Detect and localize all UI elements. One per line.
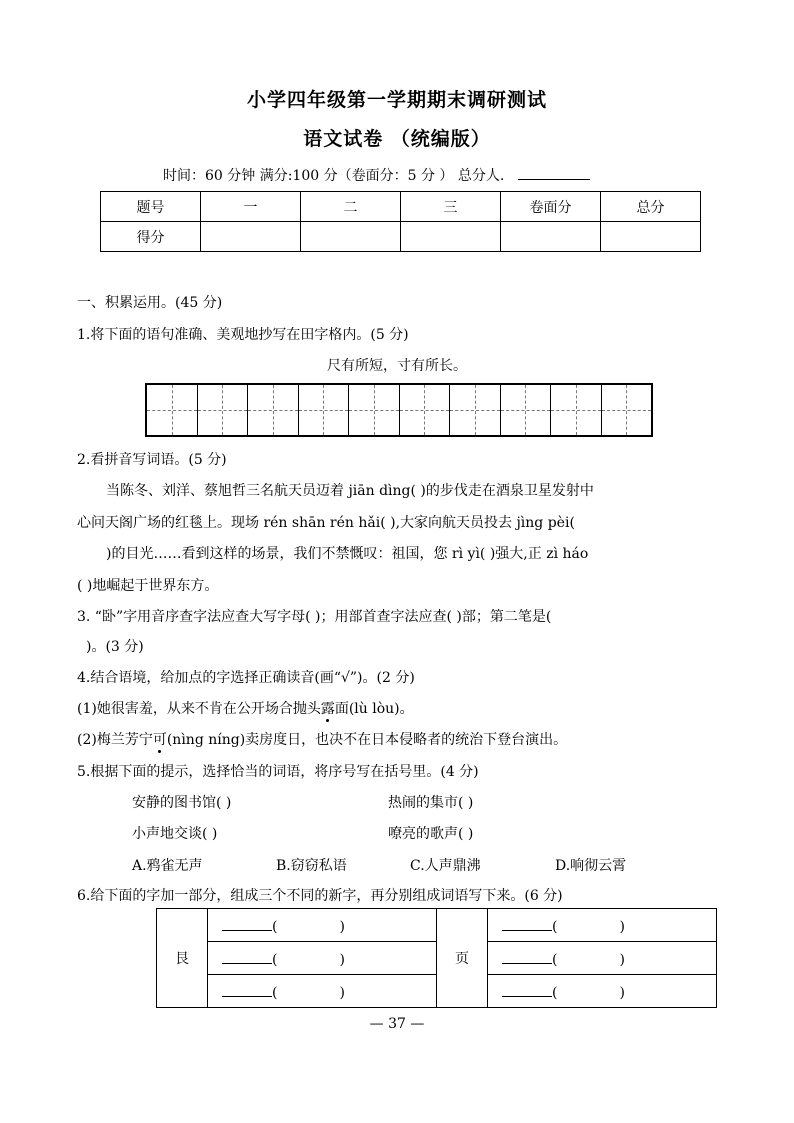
- q5-option: D.响彻云霄: [555, 858, 627, 874]
- tianzige-grid[interactable]: [145, 383, 653, 437]
- score-cell: 三: [401, 192, 501, 222]
- q4-s1-after: 面(lù lòu)。: [334, 701, 414, 717]
- exam-subtitle: 语文试卷 （统编版）: [303, 128, 491, 150]
- exam-title: 小学四年级第一学期期末调研测试: [246, 89, 547, 111]
- q4-text: 4.结合语境，给加点的字选择正确读音(画“√”)。(2 分): [77, 670, 415, 686]
- q6-entry[interactable]: [208, 909, 437, 942]
- section1-heading: 一、积累运用。(45 分): [77, 295, 223, 311]
- q6-base-char: 页: [437, 909, 488, 1008]
- score-input-cell[interactable]: [501, 222, 601, 252]
- q2-line1: 当陈冬、刘洋、蔡旭哲三名航天员迈着 jiān dìng( )的步伐走在酒泉卫星发射中: [106, 483, 594, 499]
- q4-s2-before: (2)梅兰芳宁: [77, 732, 153, 748]
- score-input-cell[interactable]: [601, 222, 701, 252]
- score-cell: 总分: [601, 192, 701, 222]
- q6-paren: (: [552, 918, 558, 935]
- q6-paren: (: [552, 951, 558, 968]
- q5-option: C.人声鼎沸: [410, 858, 481, 874]
- q6-paren: ): [619, 951, 625, 968]
- score-table-header-row: [101, 192, 701, 222]
- tianzige-cell[interactable]: [349, 385, 400, 435]
- score-table: [100, 191, 701, 252]
- q2-text: 2.看拼音写词语。(5 分): [77, 452, 227, 468]
- q6-entry[interactable]: [208, 975, 437, 1008]
- exam-info: [163, 165, 590, 185]
- q5-prompt: 热闹的集市( ): [388, 795, 474, 811]
- q4-sentence2: [77, 729, 567, 749]
- q3-line2: )。(3 分): [86, 639, 144, 655]
- q6-paren: (: [272, 918, 278, 935]
- q6-char-blank[interactable]: [222, 949, 272, 964]
- q6-table: [156, 908, 717, 1008]
- score-input-cell[interactable]: [401, 222, 501, 252]
- q1-sentence: 尺有所短，寸有所长。: [327, 358, 467, 374]
- dotted-char: 可: [152, 732, 167, 748]
- q2-line4: ( )地崛起于世界东方。: [77, 578, 219, 594]
- scorer-blank[interactable]: [518, 165, 590, 180]
- q6-char-blank[interactable]: [502, 982, 552, 997]
- q6-paren: (: [272, 984, 278, 1001]
- q6-entry[interactable]: [488, 942, 717, 975]
- tianzige-cell[interactable]: [147, 385, 198, 435]
- score-cell: 题号: [101, 192, 201, 222]
- q6-paren: ): [339, 918, 345, 935]
- score-input-cell[interactable]: [201, 222, 301, 252]
- score-cell: 二: [301, 192, 401, 222]
- tianzige-cell[interactable]: [400, 385, 451, 435]
- score-cell: 卷面分: [501, 192, 601, 222]
- q5-text: 5.根据下面的提示，选择恰当的词语，将序号写在括号里。(4 分): [77, 764, 479, 780]
- q6-entry[interactable]: [208, 942, 437, 975]
- q2-line3: )的目光……看到这样的场景，我们不禁慨叹：祖国，您 rì yì( )强大,正 zì háo: [106, 546, 589, 562]
- q4-s1-before: (1)她很害羞，从来不肯在公开场合抛头: [77, 701, 321, 717]
- tianzige-cell[interactable]: [602, 385, 652, 435]
- q5-prompt: 安静的图书馆( ): [132, 795, 232, 811]
- q6-paren: (: [552, 984, 558, 1001]
- q6-text: 6.给下面的字加一部分，组成三个不同的新字，再分别组成词语写下来。(6 分): [77, 888, 563, 904]
- tianzige-cell[interactable]: [198, 385, 249, 435]
- tianzige-cell[interactable]: [248, 385, 299, 435]
- q5-prompt: 小声地交谈( ): [132, 826, 218, 842]
- q5-prompt: 嘹亮的歌声( ): [388, 826, 474, 842]
- q4-s2-after: (nìng níng)卖房度日，也决不在日本侵略者的统治下登台演出。: [166, 732, 568, 748]
- q6-entry[interactable]: [488, 909, 717, 942]
- q6-entry[interactable]: [488, 975, 717, 1008]
- score-cell: 一: [201, 192, 301, 222]
- q6-paren: (: [272, 951, 278, 968]
- q3-line1: 3. “卧”字用音序查字法应查大写字母( )；用部首查字法应查( )部；第二笔是(: [77, 609, 552, 625]
- score-row-label: 得分: [101, 222, 201, 252]
- q1-text: 1.将下面的语句准确、美观地抄写在田字格内。(5 分): [77, 327, 409, 343]
- score-table-score-row: [101, 222, 701, 252]
- exam-info-text: 时间：60 分钟 满分:100 分（卷面分：5 分 ） 总分人.: [163, 168, 505, 184]
- q5-option: A.鸦雀无声: [132, 858, 203, 874]
- q6-char-blank[interactable]: [222, 916, 272, 931]
- q6-paren: ): [619, 918, 625, 935]
- tianzige-cell[interactable]: [299, 385, 350, 435]
- q6-paren: ): [339, 984, 345, 1001]
- q5-option: B.窃窃私语: [276, 858, 347, 874]
- q6-row: [157, 909, 717, 942]
- q6-char-blank[interactable]: [222, 982, 272, 997]
- q6-char-blank[interactable]: [502, 949, 552, 964]
- dotted-char: 露: [320, 701, 335, 717]
- q6-paren: ): [339, 951, 345, 968]
- tianzige-cell[interactable]: [450, 385, 501, 435]
- tianzige-cell[interactable]: [501, 385, 552, 435]
- q4-sentence1: [77, 698, 414, 718]
- q2-line2: 心问天阁广场的红毯上。现场 rén shān rén hǎi( ),大家向航天员投去 jìng pèi(: [77, 515, 575, 531]
- tianzige-cell[interactable]: [551, 385, 602, 435]
- q6-char-blank[interactable]: [502, 916, 552, 931]
- q6-base-char: 艮: [157, 909, 208, 1008]
- page-number: — 37 —: [369, 1016, 425, 1032]
- score-input-cell[interactable]: [301, 222, 401, 252]
- q6-paren: ): [619, 984, 625, 1001]
